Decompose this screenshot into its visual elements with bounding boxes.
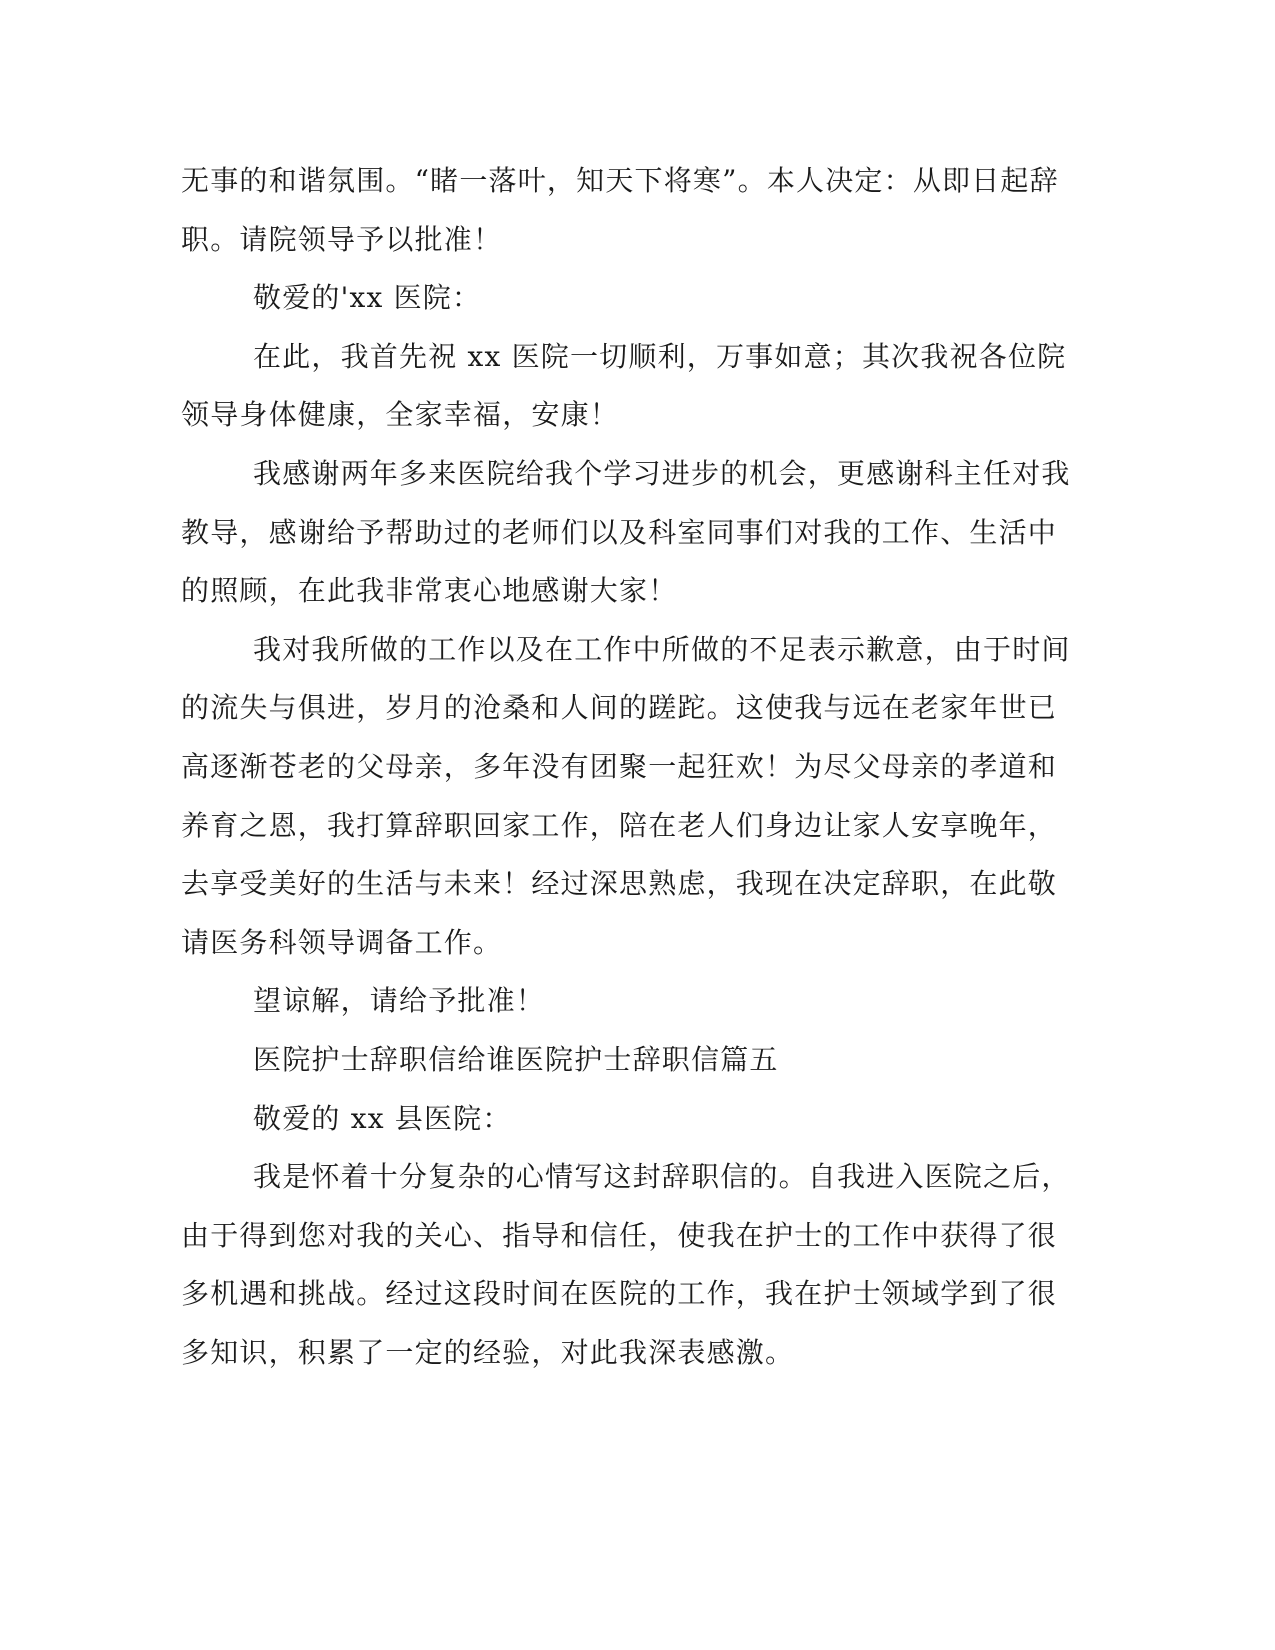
text-line: 高逐渐苍老的父母亲，多年没有团聚一起狂欢！为尽父母亲的孝道和 <box>181 749 1058 783</box>
text-line: 我对我所做的工作以及在工作中所做的不足表示歉意，由于时间 <box>253 632 1071 666</box>
text-line: 多机遇和挑战。经过这段时间在医院的工作，我在护士领域学到了很 <box>181 1277 1058 1311</box>
text-line: 多知识，积累了一定的经验，对此我深表感激。 <box>181 1335 795 1369</box>
text-line: 去享受美好的生活与未来！经过深思熟虑，我现在决定辞职，在此敬 <box>181 867 1058 901</box>
text-line: 无事的和谐氛围。“睹一落叶，知天下将寒”。本人决定：从即日起辞 <box>181 164 1059 197</box>
text-line: 教导，感谢给予帮助过的老师们以及科室同事们对我的工作、生活中 <box>181 515 1058 549</box>
salutation: 敬爱的 xx 县医院： <box>253 1101 512 1135</box>
section-heading: 医院护士辞职信给谁医院护士辞职信篇五 <box>253 1042 779 1076</box>
text-line: 职。请院领导予以批准！ <box>181 222 503 256</box>
salutation: 敬爱的'xx 医院： <box>253 281 482 315</box>
text-line: 领导身体健康，全家幸福，安康！ <box>181 398 620 432</box>
document-body <box>181 156 1071 1386</box>
text-line: 请医务科领导调备工作。 <box>181 925 503 959</box>
text-line: 的流失与俱进，岁月的沧桑和人间的蹉跎。这使我与远在老家年世已 <box>181 691 1058 725</box>
text-line: 在此，我首先祝 xx 医院一切顺利，万事如意；其次我祝各位院 <box>253 339 1067 373</box>
text-line: 望谅解，请给予批准！ <box>253 984 546 1018</box>
text-line: 由于得到您对我的关心、指导和信任，使我在护士的工作中获得了很 <box>181 1218 1058 1252</box>
text-line: 的照顾，在此我非常衷心地感谢大家！ <box>181 574 678 608</box>
text-line: 我感谢两年多来医院给我个学习进步的机会，更感谢科主任对我 <box>253 456 1071 490</box>
text-line: 我是怀着十分复杂的心情写这封辞职信的。自我进入医院之后， <box>253 1160 1071 1194</box>
text-line: 养育之恩，我打算辞职回家工作，陪在老人们身边让家人安享晚年， <box>181 808 1058 842</box>
